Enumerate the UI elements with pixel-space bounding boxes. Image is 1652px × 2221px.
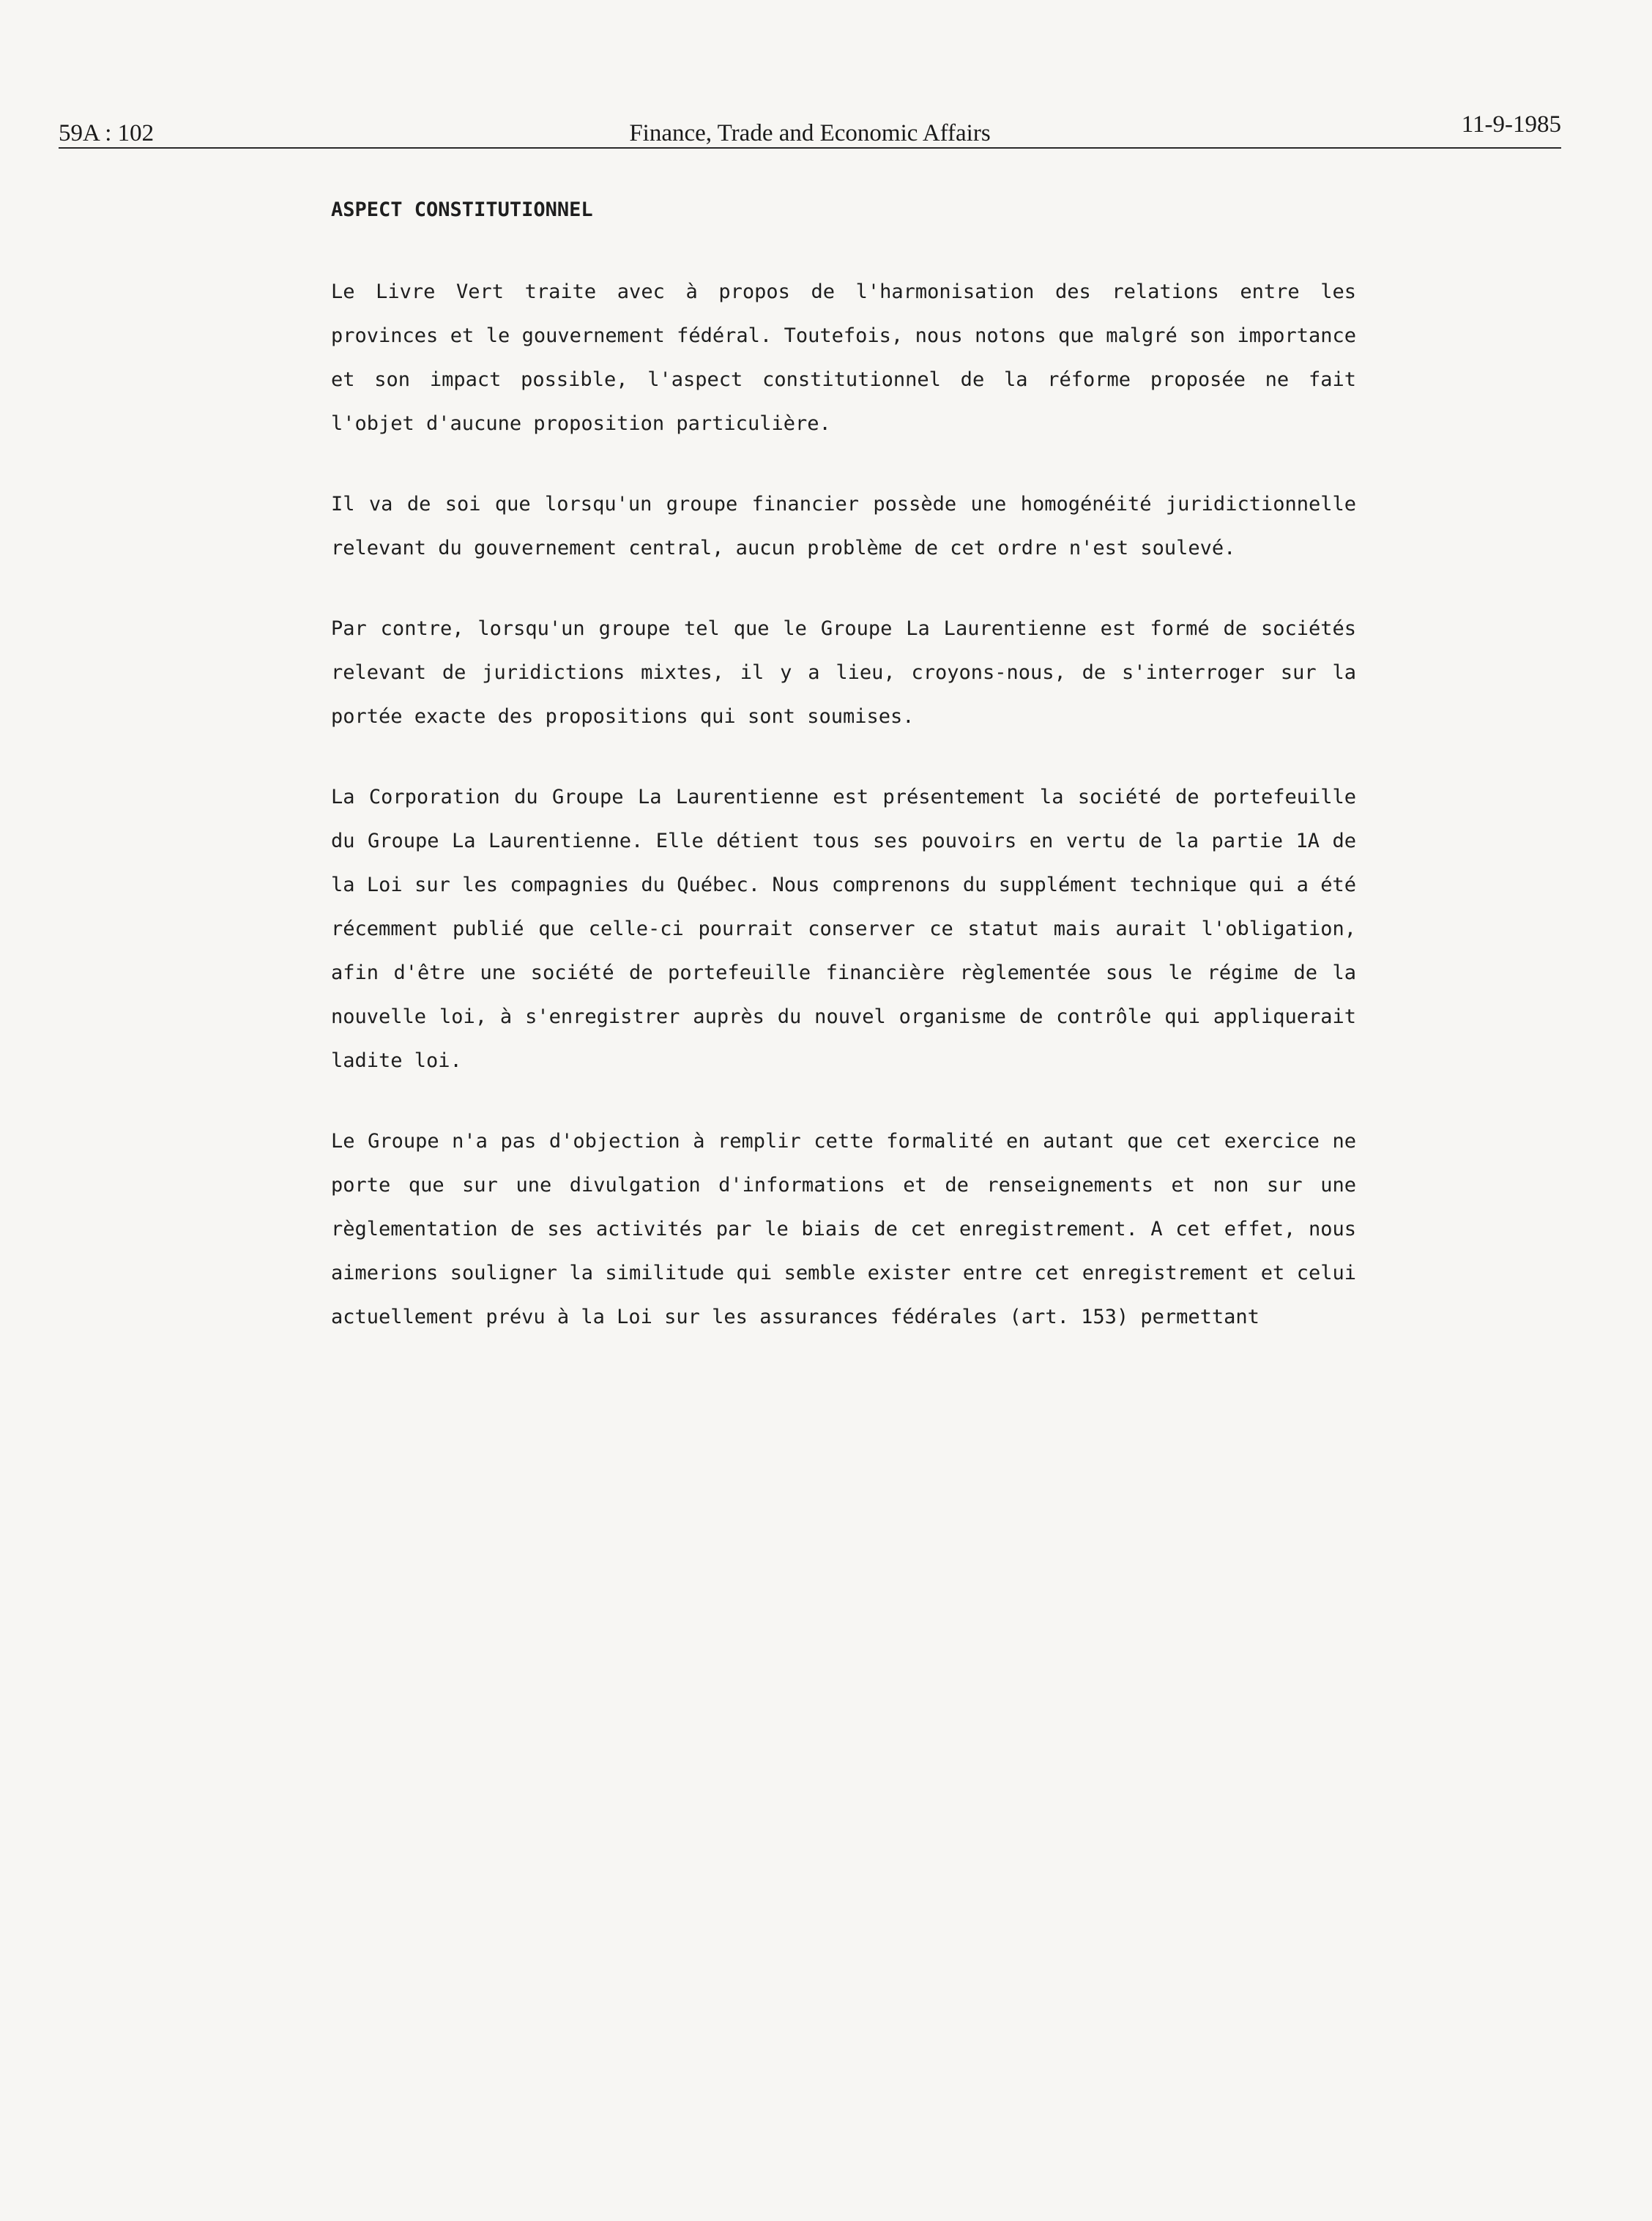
page-number: 59A : 102 (59, 120, 155, 146)
header-rule (59, 147, 1561, 149)
paragraph-2: Il va de soi que lorsqu'un groupe financier possède une homogénéité juridictionnelle relevant du gouvernement central, aucun problème de cet ordre n'est soulevé. (331, 493, 1356, 559)
document-body (331, 192, 1356, 1339)
paragraph-5: Le Groupe n'a pas d'objection à remplir cette formalité en autant que cet exercice ne porte que sur une divulgation d'informations et de renseignements et non sur une règlementation de ses activités par le biais de cet enregistrement. A cet effet, nous aimerions souligner la similitude qui semble exister entre cet enregistrement et celui actuellement prévu à la Loi sur les assurances fédérales (art. 153) permettant (331, 1130, 1356, 1328)
section-heading: ASPECT CONSTITUTIONNEL (331, 198, 593, 221)
paragraph-4: La Corporation du Groupe La Laurentienne est présentement la société de portefeuille du Groupe La Laurentienne. Elle détient tous ses pouvoirs en vertu de la partie 1A de la Loi sur les compagnies du Québec. Nous comprenons du supplément technique qui a été récemment publié que celle-ci pourrait conserver ce statut mais aurait l'obligation, afin d'être une société de portefeuille financière règlementée sous le régime de la nouvelle loi, à s'enregistrer auprès du nouvel organisme de contrôle qui appliquerait ladite loi. (331, 786, 1356, 1072)
paragraph-1: Le Livre Vert traite avec à propos de l'harmonisation des relations entre les provinces et le gouvernement fédéral. Toutefois, nous notons que malgré son importance et son impact possible, l'aspect constitutionnel de la réforme proposée ne fait l'objet d'aucune proposition particulière. (331, 280, 1356, 435)
section-title: Finance, Trade and Economic Affairs (629, 120, 991, 146)
paragraph-3: Par contre, lorsqu'un groupe tel que le Groupe La Laurentienne est formé de sociétés relevant de juridictions mixtes, il y a lieu, croyons-nous, de s'interroger sur la portée exacte des propositions qui sont soumises. (331, 617, 1356, 728)
page-header (59, 110, 1561, 149)
header-date: 11-9-1985 (1461, 111, 1561, 138)
